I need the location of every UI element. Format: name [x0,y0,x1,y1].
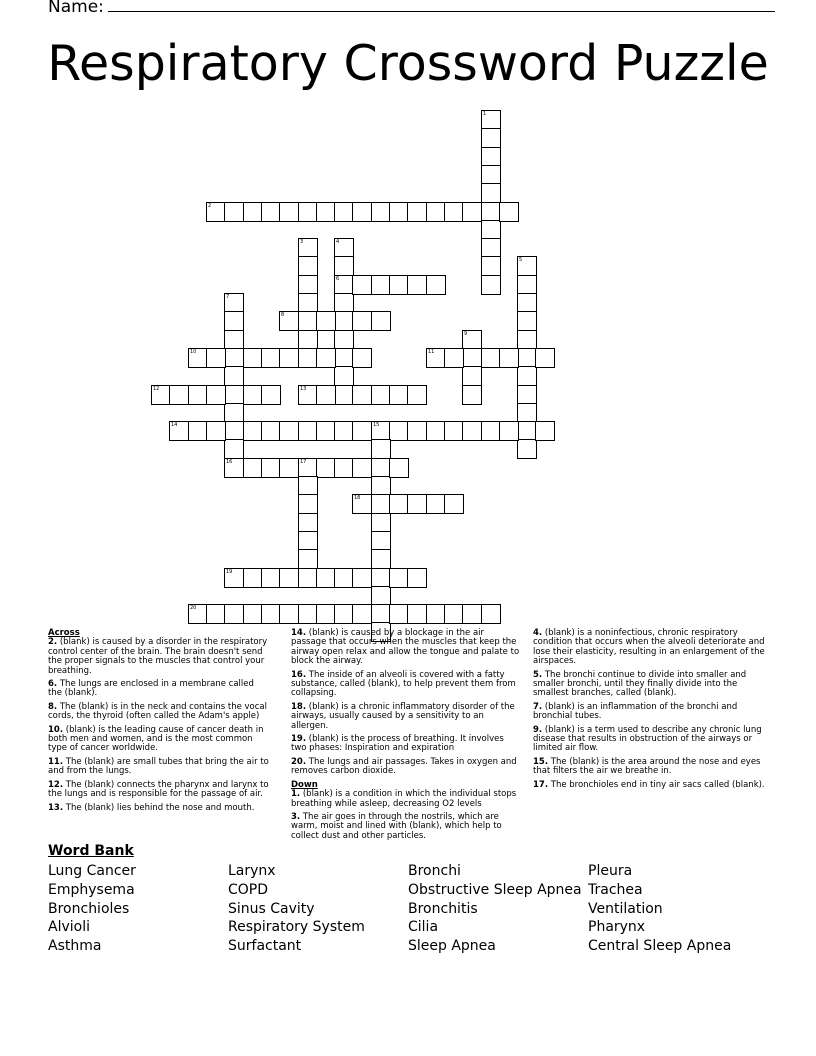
grid-cell[interactable] [298,421,318,441]
word-bank-item: Bronchitis [408,900,478,917]
clue-item [291,671,521,699]
clue-item [533,726,769,754]
grid-cell[interactable] [224,293,244,313]
clue-text: The (blank) lies behind the nose and mouth. [63,802,255,813]
clue-item [48,804,270,813]
grid-cell[interactable] [389,494,409,514]
grid-cell[interactable] [371,421,391,441]
grid-cell[interactable] [206,348,226,368]
grid-cell[interactable] [481,348,501,368]
word-bank-item: Ventilation [588,900,663,917]
grid-cell[interactable] [481,202,501,222]
grid-cell[interactable] [371,531,391,551]
grid-cell[interactable] [499,348,519,368]
grid-cell[interactable] [316,202,336,222]
grid-cell[interactable] [371,513,391,533]
clue-text: (blank) is a term used to describe any chronic lung disease that results in obstruction of the airways or limited air flow. [533,724,762,754]
grid-cell[interactable] [206,385,226,405]
grid-cell[interactable] [426,604,446,624]
grid-cell[interactable] [462,202,482,222]
grid-cell[interactable] [481,165,501,185]
clue-text: The (blank) is in the neck and contains the vocal cords, the thyroid (often called the Adam's apple) [48,701,267,722]
grid-cell[interactable] [481,238,501,258]
name-label: Name: [48,0,104,17]
clue-text: The (blank) connects the pharynx and larynx to the lungs and is responsible for the passage of air. [48,779,269,800]
grid-cell[interactable] [224,403,244,423]
grid-cell[interactable] [481,256,501,276]
grid-cell[interactable] [407,494,427,514]
grid-cell[interactable] [535,348,555,368]
grid-cell[interactable] [316,421,336,441]
grid-cell[interactable] [243,458,263,478]
grid-cell[interactable] [352,604,372,624]
clue-number: 11 [428,349,435,355]
grid-cell[interactable] [316,311,336,331]
grid-cell[interactable] [316,604,336,624]
grid-cell[interactable] [535,421,555,441]
word-bank-column-3 [408,862,582,956]
clue-number: 15. [533,756,549,767]
clue-item [291,703,521,731]
grid-cell[interactable] [352,202,372,222]
grid-cell[interactable] [517,439,537,459]
clue-number: 6. [48,679,58,690]
grid-cell[interactable] [426,421,446,441]
clue-number: 5. [533,669,543,680]
grid-cell[interactable] [444,494,464,514]
grid-cell[interactable] [261,458,281,478]
grid-cell[interactable] [334,293,354,313]
clue-item [48,781,270,800]
grid-cell[interactable] [261,604,281,624]
grid-cell[interactable] [426,202,446,222]
grid-cell[interactable] [279,311,299,331]
grid-cell[interactable] [279,202,299,222]
grid-cell[interactable] [389,568,409,588]
grid-cell[interactable] [444,421,464,441]
grid-cell[interactable] [188,604,208,624]
grid-cell[interactable] [243,202,263,222]
grid-cell[interactable] [462,604,482,624]
grid-cell[interactable] [261,348,281,368]
grid-cell[interactable] [444,604,464,624]
grid-cell[interactable] [517,330,537,350]
clue-number: 14 [171,422,178,428]
grid-cell[interactable] [243,348,263,368]
clue-item [291,735,521,754]
clue-item [291,813,521,841]
grid-cell[interactable] [188,421,208,441]
grid-cell[interactable] [444,202,464,222]
grid-cell[interactable] [352,348,372,368]
grid-cell[interactable] [224,311,244,331]
clue-number: 17. [533,779,549,790]
word-bank-item: Emphysema [48,881,135,898]
clue-item [48,703,270,722]
grid-cell[interactable] [462,348,482,368]
grid-cell[interactable] [371,275,391,295]
grid-cell[interactable] [334,330,354,350]
grid-cell[interactable] [224,330,244,350]
grid-cell[interactable] [224,568,244,588]
word-bank-column-2 [228,862,365,956]
grid-cell[interactable] [298,348,318,368]
clue-number: 2. [48,637,58,648]
grid-cell[interactable] [261,385,281,405]
word-bank-item: Central Sleep Apnea [588,938,732,955]
clue-number: 15 [373,422,380,428]
clue-number: 9. [533,724,543,735]
clue-number: 2 [208,203,212,209]
grid-cell[interactable] [371,202,391,222]
grid-cell[interactable] [279,348,299,368]
grid-cell[interactable] [517,348,537,368]
word-bank-item: Alvioli [48,919,90,936]
grid-cell[interactable] [261,568,281,588]
clue-number: 20 [190,605,197,611]
grid-cell[interactable] [371,385,391,405]
page-title: Respiratory Crossword Puzzle [47,35,769,92]
grid-cell[interactable] [243,421,263,441]
clue-text: (blank) is the process of breathing. It involves two phases: Inspiration and expiration [291,734,504,754]
grid-cell[interactable] [481,147,501,167]
grid-cell[interactable] [517,256,537,276]
grid-cell[interactable] [462,385,482,405]
grid-cell[interactable] [224,348,244,368]
grid-cell[interactable] [371,439,391,459]
grid-cell[interactable] [334,275,354,295]
clues-column-2 [291,629,521,845]
grid-cell[interactable] [334,256,354,276]
grid-cell[interactable] [243,385,263,405]
grid-cell[interactable] [371,494,391,514]
clue-text: (blank) is a noninfectious, chronic respiratory condition that occurs when the alveoli deteriorate and lose their elasticity, resulting in an enlargement of the airspaces. [533,628,765,667]
grid-cell[interactable] [298,458,318,478]
grid-cell[interactable] [298,549,318,569]
grid-cell[interactable] [206,604,226,624]
grid-cell[interactable] [334,458,354,478]
word-bank-item: Cilia [408,919,439,936]
clue-number: 13. [48,802,64,813]
clue-number: 12 [153,386,160,392]
clue-text: (blank) is the leading cause of cancer death in both men and women, and is the most common type of cancer worldwide. [48,724,264,754]
grid-cell[interactable] [279,458,299,478]
grid-cell[interactable] [481,421,501,441]
grid-cell[interactable] [389,604,409,624]
grid-cell[interactable] [462,366,482,386]
grid-cell[interactable] [407,275,427,295]
word-bank-item: COPD [228,881,269,898]
clue-number: 16 [226,459,233,465]
clue-item [533,671,769,699]
grid-cell[interactable] [481,110,501,130]
word-bank-item: Trachea [588,881,643,898]
grid-cell[interactable] [279,421,299,441]
grid-cell[interactable] [316,458,336,478]
clue-item [533,703,769,722]
clue-item [48,758,270,777]
grid-cell[interactable] [352,275,372,295]
grid-cell[interactable] [298,531,318,551]
grid-cell[interactable] [298,330,318,350]
grid-cell[interactable] [352,311,372,331]
clue-text: The (blank) is the area around the nose and eyes that filters the air we breathe in. [533,756,761,777]
clue-number: 20. [291,756,307,767]
grid-cell[interactable] [334,348,354,368]
grid-cell[interactable] [298,238,318,258]
grid-cell[interactable] [243,604,263,624]
grid-cell[interactable] [224,366,244,386]
grid-cell[interactable] [371,568,391,588]
clue-number: 17 [300,459,307,465]
clue-number: 1 [483,111,487,117]
grid-cell[interactable] [371,311,391,331]
clue-number: 1. [291,789,301,800]
grid-cell[interactable] [261,421,281,441]
grid-cell[interactable] [517,403,537,423]
word-bank-item: Bronchioles [48,900,130,917]
grid-cell[interactable] [444,348,464,368]
clue-number: 8. [48,701,58,712]
grid-cell[interactable] [371,604,391,624]
clue-text: The lungs are enclosed in a membrane called the (blank). [48,679,254,699]
clue-item [48,726,270,754]
grid-cell[interactable] [407,385,427,405]
clue-text: The lungs and air passages. Takes in oxygen and removes carbon dioxide. [291,756,517,777]
grid-cell[interactable] [298,275,318,295]
grid-cell[interactable] [517,366,537,386]
clues-column-3 [533,629,769,794]
grid-cell[interactable] [206,421,226,441]
clue-text: The air goes in through the nostrils, which are warm, moist and lined with (blank), which help to collect dust and other particles. [291,811,502,841]
clue-number: 9 [464,331,468,337]
grid-cell[interactable] [371,458,391,478]
clue-item [48,680,270,699]
grid-cell[interactable] [188,348,208,368]
clue-item [291,790,521,809]
word-bank-item: Pleura [588,863,633,879]
grid-cell[interactable] [334,421,354,441]
grid-cell[interactable] [499,202,519,222]
word-bank-item: Sinus Cavity [228,900,315,917]
clue-number: 3. [291,811,301,822]
grid-cell[interactable] [407,568,427,588]
clue-number: 7 [226,294,230,300]
word-bank-item: Larynx [228,863,276,879]
clue-number: 13 [300,386,307,392]
word-bank-column-4 [588,862,731,956]
word-bank-item: Lung Cancer [48,863,136,879]
clue-text: The bronchi continue to divide into smaller and smaller bronchi, until they finally divide into the smallest branches, called (blank). [533,669,747,699]
clue-item [291,758,521,777]
grid-cell[interactable] [224,385,244,405]
grid-cell[interactable] [481,183,501,203]
grid-cell[interactable] [334,604,354,624]
grid-cell[interactable] [517,311,537,331]
grid-cell[interactable] [481,128,501,148]
grid-cell[interactable] [298,293,318,313]
clue-number: 16. [291,669,307,680]
grid-cell[interactable] [426,275,446,295]
grid-cell[interactable] [298,311,318,331]
clue-item [291,629,521,667]
clue-text: (blank) is caused by a disorder in the respiratory control center of the brain. The brain doesn't send the proper signals to the muscles that control your breathing. [48,637,268,676]
grid-cell[interactable] [481,275,501,295]
grid-cell[interactable] [298,385,318,405]
grid-cell[interactable] [279,604,299,624]
grid-cell[interactable] [389,202,409,222]
clue-text: (blank) is a chronic inflammatory disorder of the airways, usually caused by a sensitivity to an allergen. [291,701,515,731]
clue-text: The inside of an alveoli is covered with a fatty substance, called (blank), to help prevent them from collapsing. [291,669,516,699]
grid-cell[interactable] [371,549,391,569]
grid-cell[interactable] [352,421,372,441]
grid-cell[interactable] [188,385,208,405]
grid-cell[interactable] [407,604,427,624]
clue-number: 7. [533,701,543,712]
grid-cell[interactable] [224,202,244,222]
across-heading: Across [48,628,80,638]
grid-cell[interactable] [334,568,354,588]
grid-cell[interactable] [224,604,244,624]
grid-cell[interactable] [334,385,354,405]
clue-number: 10 [190,349,197,355]
grid-cell[interactable] [389,458,409,478]
clue-text: The (blank) are small tubes that bring the air to and from the lungs. [48,756,269,777]
word-bank-item: Asthma [48,938,102,955]
clues-column-1 [48,629,270,817]
word-bank-item: Respiratory System [228,919,365,936]
grid-cell[interactable] [243,568,263,588]
grid-cell[interactable] [517,293,537,313]
grid-cell[interactable] [352,385,372,405]
clue-item [48,638,270,676]
grid-cell[interactable] [371,476,391,496]
word-bank-title: Word Bank [48,843,134,859]
clue-number: 5 [519,257,523,263]
grid-cell[interactable] [298,568,318,588]
clue-text: (blank) is an inflammation of the bronchi and bronchial tubes. [533,701,738,722]
grid-cell[interactable] [481,220,501,240]
clue-item [533,629,769,667]
word-bank-item: Obstructive Sleep Apnea [408,881,582,898]
grid-cell[interactable] [169,385,189,405]
grid-cell[interactable] [224,439,244,459]
grid-cell[interactable] [352,568,372,588]
grid-cell[interactable] [517,275,537,295]
clue-number: 4. [533,628,543,638]
grid-cell[interactable] [462,421,482,441]
grid-cell[interactable] [279,568,299,588]
clue-number: 8 [281,312,285,318]
word-bank-column-1 [48,862,136,956]
clue-text: The bronchioles end in tiny air sacs called (blank). [548,779,765,790]
grid-cell[interactable] [298,604,318,624]
grid-cell[interactable] [499,421,519,441]
grid-cell[interactable] [371,586,391,606]
clue-number: 3 [300,239,304,245]
grid-cell[interactable] [517,385,537,405]
grid-cell[interactable] [389,385,409,405]
grid-cell[interactable] [389,421,409,441]
word-bank-item: Sleep Apnea [408,938,496,955]
grid-cell[interactable] [224,458,244,478]
grid-cell[interactable] [298,256,318,276]
grid-cell[interactable] [389,275,409,295]
clue-number: 4 [336,239,340,245]
grid-cell[interactable] [224,421,244,441]
grid-cell[interactable] [334,311,354,331]
grid-cell[interactable] [316,385,336,405]
clue-text: (blank) is caused by a blockage in the air passage that occurs when the muscles that keep the airway open relax and allow the tongue and palate to block the airway. [291,628,520,667]
grid-cell[interactable] [352,494,372,514]
down-heading: Down [291,779,318,790]
clue-item [533,758,769,777]
word-bank-item: Surfactant [228,938,302,955]
grid-cell[interactable] [334,366,354,386]
grid-cell[interactable] [206,202,226,222]
word-bank-item: Pharynx [588,919,646,936]
clue-number: 6 [336,276,340,282]
grid-cell[interactable] [407,421,427,441]
clue-number: 14. [291,628,307,638]
grid-cell[interactable] [462,330,482,350]
grid-cell[interactable] [298,494,318,514]
grid-cell[interactable] [334,202,354,222]
grid-cell[interactable] [517,421,537,441]
clue-number: 12. [48,779,64,790]
word-bank-item: Bronchi [408,863,461,879]
grid-cell[interactable] [316,568,336,588]
clue-number: 11. [48,756,64,767]
grid-cell[interactable] [316,348,336,368]
grid-cell[interactable] [407,202,427,222]
grid-cell[interactable] [334,238,354,258]
clue-number: 18 [354,495,361,501]
grid-cell[interactable] [169,421,189,441]
grid-cell[interactable] [151,385,171,405]
grid-cell[interactable] [426,348,446,368]
grid-cell[interactable] [298,476,318,496]
grid-cell[interactable] [481,604,501,624]
grid-cell[interactable] [352,458,372,478]
grid-cell[interactable] [426,494,446,514]
clue-item [533,781,769,790]
grid-cell[interactable] [261,202,281,222]
clue-number: 10. [48,724,64,735]
clue-number: 19 [226,569,233,575]
clue-number: 18. [291,701,307,712]
grid-cell[interactable] [298,202,318,222]
clue-text: (blank) is a condition in which the individual stops breathing while asleep, decreasing O2 levels [291,789,517,809]
clue-number: 19. [291,734,307,745]
grid-cell[interactable] [298,513,318,533]
